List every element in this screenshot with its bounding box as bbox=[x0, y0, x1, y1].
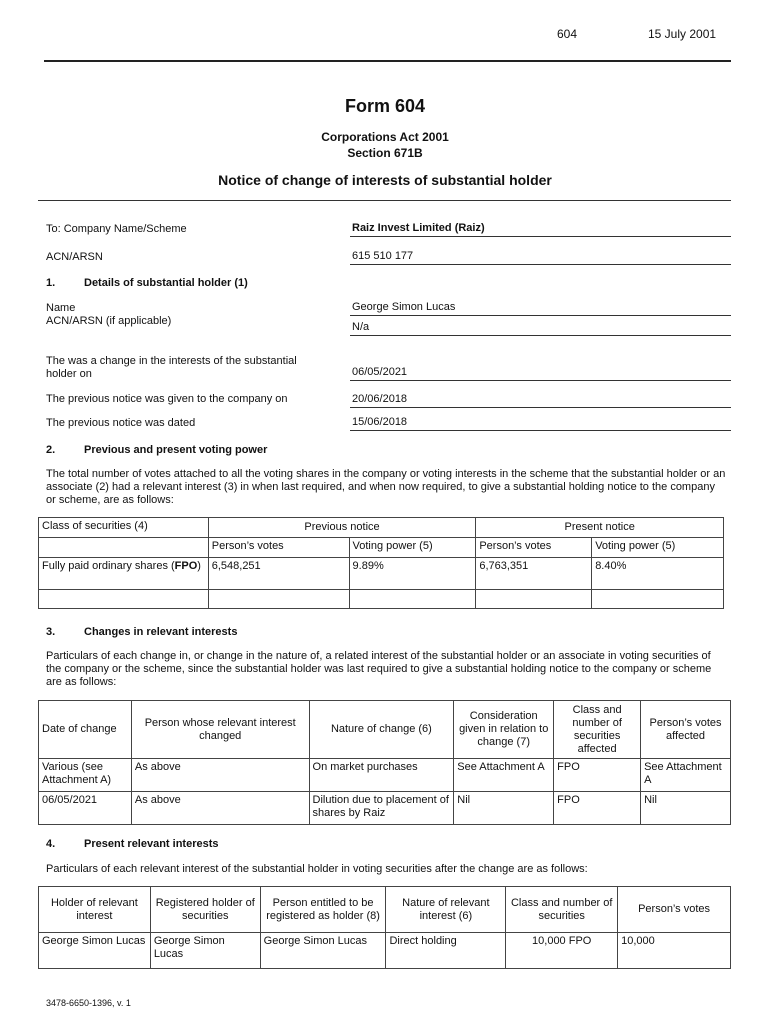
header-previous-notice: Previous notice bbox=[208, 518, 476, 538]
table-cell bbox=[39, 590, 209, 609]
change-date-label: The was a change in the interests of the substantial holder on bbox=[46, 355, 297, 380]
class-text-b: FPO bbox=[174, 560, 198, 572]
holder-name-field bbox=[350, 301, 731, 316]
holder-acn-label: ACN/ARSN (if applicable) bbox=[46, 315, 172, 327]
header-present-notice: Present notice bbox=[476, 518, 724, 538]
prev-dated-field bbox=[350, 416, 731, 431]
table-cell bbox=[208, 590, 349, 609]
section-4-heading bbox=[46, 838, 219, 850]
header-person: Person whose relevant interest changed bbox=[131, 701, 309, 759]
prev-votes: 6,548,251 bbox=[208, 558, 349, 590]
table-cell bbox=[476, 590, 592, 609]
pres-power: 8.40% bbox=[592, 558, 724, 590]
header-entitled: Person entitled to be registered as holder (8) bbox=[260, 887, 386, 933]
section-2-heading bbox=[46, 444, 267, 456]
header-persons-votes: Person’s votes bbox=[618, 887, 731, 933]
notice-title: Notice of change of interests of substantial holder bbox=[218, 172, 552, 188]
class-cell bbox=[39, 558, 209, 590]
header-nature: Nature of change (6) bbox=[309, 701, 454, 759]
section-3-number: 3. bbox=[46, 626, 56, 638]
header-prev-power: Voting power (5) bbox=[349, 538, 476, 558]
table-cell: On market purchases bbox=[309, 759, 454, 792]
company-name-field bbox=[350, 222, 731, 237]
table-row bbox=[39, 538, 724, 558]
acn-value: 615 510 177 bbox=[352, 250, 414, 262]
table-cell: Dilution due to placement of shares by Raiz bbox=[309, 792, 454, 825]
holder-name-label: Name bbox=[46, 302, 76, 314]
voting-power-table bbox=[38, 517, 724, 609]
section-name: Section 671B bbox=[347, 146, 423, 160]
section-4-number: 4. bbox=[46, 838, 56, 850]
header-consideration: Consideration given in relation to change (7) bbox=[454, 701, 554, 759]
change-date: 06/05/2021 bbox=[352, 366, 408, 378]
section-3-title: Changes in relevant interests bbox=[84, 626, 238, 638]
prev-given-date: 20/06/2018 bbox=[352, 393, 408, 405]
table-cell: George Simon Lucas bbox=[150, 933, 260, 969]
table-row bbox=[39, 518, 724, 538]
table-cell: As above bbox=[131, 792, 309, 825]
header-class-securities: Class and number of securities bbox=[506, 887, 618, 933]
section-2-title: Previous and present voting power bbox=[84, 444, 268, 456]
table-cell: George Simon Lucas bbox=[39, 933, 151, 969]
holder-acn-field bbox=[350, 321, 731, 336]
table-row bbox=[39, 792, 731, 825]
table-row bbox=[39, 759, 731, 792]
section-4-title: Present relevant interests bbox=[84, 838, 219, 850]
section-1-heading bbox=[46, 277, 248, 289]
table-cell: Various (see Attachment A) bbox=[39, 759, 132, 792]
prev-dated-date: 15/06/2018 bbox=[352, 416, 408, 428]
section-1-number: 1. bbox=[46, 277, 56, 289]
present-interests-table bbox=[38, 886, 731, 969]
table-row bbox=[39, 887, 731, 933]
changes-table bbox=[38, 700, 731, 825]
class-text-c: ) bbox=[197, 560, 201, 572]
table-cell: As above bbox=[131, 759, 309, 792]
header-nature-interest: Nature of relevant interest (6) bbox=[386, 887, 506, 933]
table-cell: FPO bbox=[554, 759, 641, 792]
holder-acn: N/a bbox=[352, 321, 370, 333]
header-registered: Registered holder of securities bbox=[150, 887, 260, 933]
acn-label: ACN/ARSN bbox=[46, 251, 103, 263]
table-row bbox=[39, 558, 724, 590]
table-cell: Nil bbox=[641, 792, 731, 825]
section-2-number: 2. bbox=[46, 444, 56, 456]
section-3-paragraph: Particulars of each change in, or change in the nature of, a related interest of the substantial holder or an associate in voting securities of the company or the scheme, since the substantial holder was last required to give a substantial holding notice to the company or scheme are as follows: bbox=[46, 650, 712, 688]
header-pres-votes: Person’s votes bbox=[476, 538, 592, 558]
section-1-title: Details of substantial holder (1) bbox=[84, 277, 248, 289]
header-class: Class of securities (4) bbox=[39, 518, 209, 538]
document-reference: 3478-6650-1396, v. 1 bbox=[46, 998, 131, 1008]
header-class-number: Class and number of securities affected bbox=[554, 701, 641, 759]
header-holder: Holder of relevant interest bbox=[39, 887, 151, 933]
pres-votes: 6,763,351 bbox=[476, 558, 592, 590]
table-row bbox=[39, 590, 724, 609]
top-rule bbox=[44, 60, 731, 62]
header-votes-affected: Person’s votes affected bbox=[641, 701, 731, 759]
to-label: To: Company Name/Scheme bbox=[46, 223, 187, 235]
change-date-field bbox=[350, 366, 731, 381]
table-cell: Direct holding bbox=[386, 933, 506, 969]
form-date: 15 July 2001 bbox=[648, 27, 717, 41]
class-text-a: Fully paid ordinary shares ( bbox=[42, 560, 175, 572]
table-cell: See Attachment A bbox=[641, 759, 731, 792]
form-number: 604 bbox=[557, 27, 578, 41]
header-pres-power: Voting power (5) bbox=[592, 538, 724, 558]
header-prev-votes: Person’s votes bbox=[208, 538, 349, 558]
prev-power: 9.89% bbox=[349, 558, 476, 590]
section-2-paragraph: The total number of votes attached to all the voting shares in the company or voting interests in the scheme that the substantial holder or an associate (2) had a relevant interest (3) in when last required, and when now required, to give a substantial holding notice to the company or scheme, are as follows: bbox=[46, 468, 726, 506]
prev-given-field bbox=[350, 393, 731, 408]
prev-given-label: The previous notice was given to the company on bbox=[46, 393, 288, 405]
table-cell: 10,000 FPO bbox=[506, 933, 618, 969]
prev-dated-label: The previous notice was dated bbox=[46, 417, 196, 429]
section-3-heading bbox=[46, 626, 237, 638]
acn-field bbox=[350, 250, 731, 265]
table-row bbox=[39, 701, 731, 759]
table-cell: Nil bbox=[454, 792, 554, 825]
table-cell bbox=[39, 538, 209, 558]
table-cell: 10,000 bbox=[618, 933, 731, 969]
table-cell: George Simon Lucas bbox=[260, 933, 386, 969]
mid-rule bbox=[38, 200, 731, 201]
table-cell: FPO bbox=[554, 792, 641, 825]
header-date: Date of change bbox=[39, 701, 132, 759]
section-4-paragraph: Particulars of each relevant interest of the substantial holder in voting securities after the change are as follows: bbox=[46, 863, 588, 875]
act-heading bbox=[0, 129, 770, 161]
table-cell bbox=[349, 590, 476, 609]
act-name: Corporations Act 2001 bbox=[321, 130, 449, 144]
table-row bbox=[39, 933, 731, 969]
table-cell: 06/05/2021 bbox=[39, 792, 132, 825]
page-title: Form 604 bbox=[344, 96, 426, 116]
holder-name: George Simon Lucas bbox=[352, 301, 456, 313]
company-name: Raiz Invest Limited (Raiz) bbox=[352, 222, 485, 234]
table-cell bbox=[592, 590, 724, 609]
table-cell: See Attachment A bbox=[454, 759, 554, 792]
